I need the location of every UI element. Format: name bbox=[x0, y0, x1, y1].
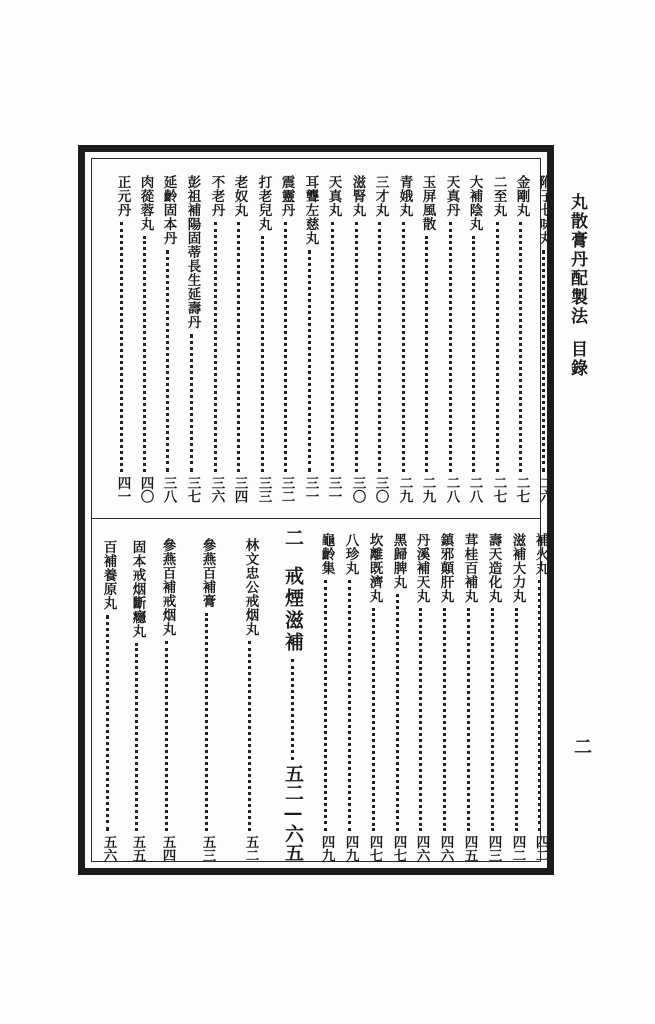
leader-dots bbox=[355, 222, 358, 472]
entry-title: 二至丸 bbox=[490, 175, 507, 217]
entry-title: 打老兒丸 bbox=[255, 175, 272, 231]
entry-page: 三四 bbox=[231, 476, 248, 503]
leader-dots bbox=[491, 608, 494, 831]
entry-title: 林文忠公戒烟丸 bbox=[242, 538, 259, 636]
leader-dots bbox=[396, 594, 399, 831]
leader-dots bbox=[519, 222, 522, 472]
leader-dots bbox=[291, 659, 294, 760]
entry-title: 鎮邪顛肝丸 bbox=[437, 533, 454, 603]
entry-title: 玉屏風散 bbox=[419, 175, 436, 231]
entry-title: 龜齡集 bbox=[318, 533, 335, 575]
entry-page: 三一 bbox=[302, 476, 319, 503]
entry-title: 天真丹 bbox=[443, 175, 460, 217]
entry-page: 四六 bbox=[437, 835, 454, 862]
entry-page: 三一 bbox=[325, 476, 342, 503]
leader-dots bbox=[165, 641, 168, 831]
entry-title: 延齡固本丹 bbox=[160, 175, 177, 245]
leader-dots bbox=[166, 250, 169, 472]
entry-title: 金剛丸 bbox=[513, 175, 530, 217]
entry-title: 黑歸脾丸 bbox=[390, 533, 407, 589]
entry-title: 參燕百補膏 bbox=[199, 538, 216, 608]
running-header bbox=[568, 193, 585, 378]
entry-title: 彭祖補陽固蒂長生延壽丹 bbox=[184, 175, 201, 329]
leader-dots bbox=[106, 615, 109, 831]
entry-page: 三八 bbox=[160, 476, 177, 503]
entry-title: 三才丸 bbox=[372, 175, 389, 217]
entry-page: 二六 bbox=[536, 476, 553, 503]
entry-page: 五六 bbox=[100, 835, 117, 862]
entry-page: 四二 bbox=[532, 835, 549, 862]
leader-dots bbox=[261, 236, 264, 472]
leader-dots bbox=[214, 222, 217, 472]
entry-title: 壽天造化丸 bbox=[485, 533, 502, 603]
leader-dots bbox=[331, 222, 334, 472]
entry-page: 三〇 bbox=[372, 476, 389, 503]
entry-title: 丹溪補天丸 bbox=[413, 533, 430, 603]
block-divider bbox=[91, 518, 541, 519]
section-number: 二 bbox=[282, 528, 304, 547]
leader-dots bbox=[449, 222, 452, 472]
entry-page: 二七 bbox=[490, 476, 507, 503]
entry-title: 滋腎丸 bbox=[349, 175, 366, 217]
section-title: 戒煙滋補 bbox=[282, 566, 304, 654]
entry-title: 大補陰丸 bbox=[466, 175, 483, 231]
entry-page: 三六 bbox=[208, 476, 225, 503]
entry-page: 四一 bbox=[114, 476, 131, 503]
entry-title: 肉蓯蓉丸 bbox=[137, 175, 154, 231]
entry-page: 四五 bbox=[461, 835, 478, 862]
leader-dots bbox=[205, 613, 208, 831]
entry-title: 正元丹 bbox=[114, 175, 131, 217]
entry-page: 四九 bbox=[342, 835, 359, 862]
leader-dots bbox=[425, 236, 428, 472]
entry-title: 天真丸 bbox=[325, 175, 342, 217]
entry-title: 不老丹 bbox=[208, 175, 225, 217]
entry-title: 參燕百補戒烟丸 bbox=[159, 538, 176, 636]
entry-page: 五四 bbox=[159, 835, 176, 862]
entry-page: 四二 bbox=[509, 835, 526, 862]
entry-page: 五二 bbox=[242, 835, 259, 862]
entry-page: 二七 bbox=[513, 476, 530, 503]
entry-page: 四七 bbox=[390, 835, 407, 862]
leader-dots bbox=[378, 222, 381, 472]
section-label: 目錄 bbox=[567, 340, 587, 378]
leader-dots bbox=[308, 250, 311, 472]
entry-title: 補火丸 bbox=[532, 533, 549, 575]
page-number: 二 bbox=[571, 737, 592, 755]
leader-dots bbox=[496, 222, 499, 472]
entry-title: 震靈丹 bbox=[278, 175, 295, 217]
entry-page: 三二 bbox=[278, 476, 295, 503]
book-title: 丸散膏丹配製法 bbox=[567, 193, 587, 326]
leader-dots bbox=[284, 222, 287, 472]
leader-dots bbox=[248, 641, 251, 831]
leader-dots bbox=[120, 222, 123, 472]
leader-dots bbox=[542, 250, 545, 472]
entry-page: 五三 bbox=[199, 835, 216, 862]
entry-page: 三七 bbox=[184, 476, 201, 503]
entry-page: 二八 bbox=[443, 476, 460, 503]
leader-dots bbox=[472, 236, 475, 472]
leader-dots bbox=[135, 643, 138, 831]
leader-dots bbox=[237, 222, 240, 472]
section-page-range: 五二—六五 bbox=[282, 764, 304, 862]
entry-page: 四九 bbox=[318, 835, 335, 862]
leader-dots bbox=[467, 608, 470, 831]
leader-dots bbox=[143, 236, 146, 472]
leader-dots bbox=[190, 334, 193, 472]
entry-page: 四〇 bbox=[137, 476, 154, 503]
entry-title: 滋補大力丸 bbox=[509, 533, 526, 603]
leader-dots bbox=[348, 580, 351, 831]
entry-page: 二八 bbox=[466, 476, 483, 503]
entry-title: 百補養原丸 bbox=[100, 540, 117, 610]
entry-page: 三三 bbox=[255, 476, 272, 503]
entry-title: 青娥丸 bbox=[396, 175, 413, 217]
leader-dots bbox=[443, 608, 446, 831]
entry-title: 耳聾左慈丸 bbox=[302, 175, 319, 245]
entry-title: 老奴丸 bbox=[231, 175, 248, 217]
leader-dots bbox=[538, 580, 541, 831]
leader-dots bbox=[419, 608, 422, 831]
entry-page: 四七 bbox=[366, 835, 383, 862]
entry-page: 二九 bbox=[419, 476, 436, 503]
leader-dots bbox=[372, 608, 375, 831]
entry-title: 坎離既濟丸 bbox=[366, 533, 383, 603]
entry-page: 四六 bbox=[413, 835, 430, 862]
entry-page: 三〇 bbox=[349, 476, 366, 503]
leader-dots bbox=[515, 608, 518, 831]
entry-title: 固本戒烟斷癮丸 bbox=[129, 540, 146, 638]
entry-page: 四三 bbox=[485, 835, 502, 862]
entry-page: 五五 bbox=[129, 835, 146, 862]
entry-title: 茸桂百補丸 bbox=[461, 533, 478, 603]
entry-title: 附子七味丸 bbox=[536, 175, 553, 245]
entry-page: 二九 bbox=[396, 476, 413, 503]
leader-dots bbox=[402, 222, 405, 472]
entry-title: 八珍丸 bbox=[342, 533, 359, 575]
leader-dots bbox=[324, 580, 327, 831]
